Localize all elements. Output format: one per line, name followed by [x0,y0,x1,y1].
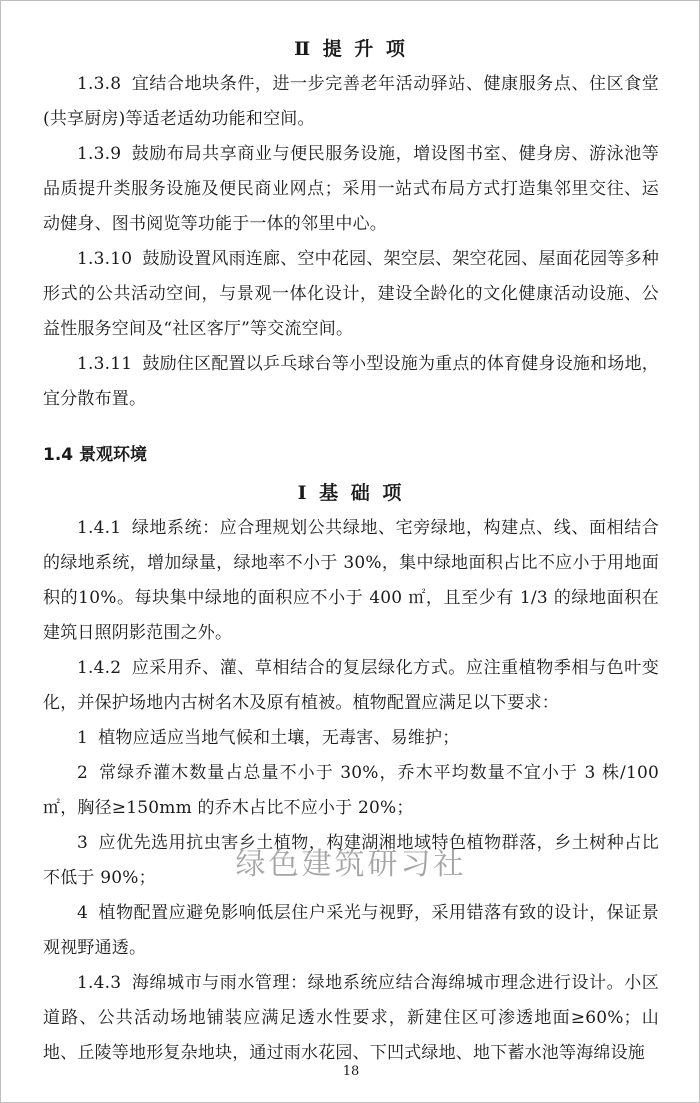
clause-1-4-3: 1.4.3 海绵城市与雨水管理：绿地系统应结合海绵城市理念进行设计。小区道路、公共活动场地铺装应满足透水性要求，新建住区可渗透地面≥60%；山地、丘陵等地形复杂地块，通过雨水花园、下凹式绿地、地下蓄水池等海绵设施 [43,973,659,1063]
list-item-2: 2 常绿乔灌木数量占总量不小于 30%，乔木平均数量不宜小于 3 株/100 ㎡，胸径≥150mm 的乔木占比不应小于 20%； [43,763,659,818]
list-item-1: 1 植物应适应当地气候和土壤，无毒害、易维护； [77,728,460,748]
page-content [43,31,659,1071]
section-title-landscape: 1.4 景观环境 [43,445,148,465]
clause-1-3-8: 1.3.8 宜结合地块条件，进一步完善老年活动驿站、健康服务点、住区食堂(共享厨房)等适老适幼功能和空间。 [43,74,659,129]
upgrade-items-heading: Ⅱ 提 升 项 [294,38,408,60]
clause-1-4-1: 1.4.1 绿地系统：应合理规划公共绿地、宅旁绿地，构建点、线、面相结合的绿地系统，增加绿量，绿地率不小于 30%，集中绿地面积占比不应小于用地面积的10%。每块集中绿地的面积应不小于 400 ㎡，且至少有 1/3 的绿地面积在建筑日照阴影范围之外。 [43,518,659,643]
clause-1-3-9: 1.3.9 鼓励布局共享商业与便民服务设施，增设图书室、健身房、游泳池等品质提升类服务设施及便民商业网点；采用一站式布局方式打造集邻里交往、运动健身、图书阅览等功能于一体的邻里中心。 [43,144,659,234]
upgrade-items-list [43,67,659,417]
list-item-3: 3 应优先选用抗虫害乡土植物，构建湖湘地域特色植物群落，乡土树种占比不低于 90%； [43,833,659,888]
clause-1-4-2: 1.4.2 应采用乔、灌、草相结合的复层绿化方式。应注重植物季相与色叶变化，并保护场地内古树名木及原有植被。植物配置应满足以下要求： [43,658,659,713]
page-number: 18 [342,1064,360,1079]
basic-items-heading: Ⅰ 基 础 项 [297,482,405,504]
clause-1-3-10: 1.3.10 鼓励设置风雨连廊、空中花园、架空层、架空花园、屋面花园等多种形式的公共活动空间，与景观一体化设计，建设全龄化的文化健康活动设施、公益性服务空间及“社区客厅”等交流空间。 [43,249,659,339]
list-item-4: 4 植物配置应避免影响低层住户采光与视野，采用错落有致的设计，保证景观视野通透。 [43,903,659,958]
clause-1-3-11: 1.3.11 鼓励住区配置以乒乓球台等小型设施为重点的体育健身设施和场地，宜分散布置。 [43,354,659,409]
watermark: 绿色建筑研习社 [235,847,467,882]
basic-items-list [43,511,659,1071]
